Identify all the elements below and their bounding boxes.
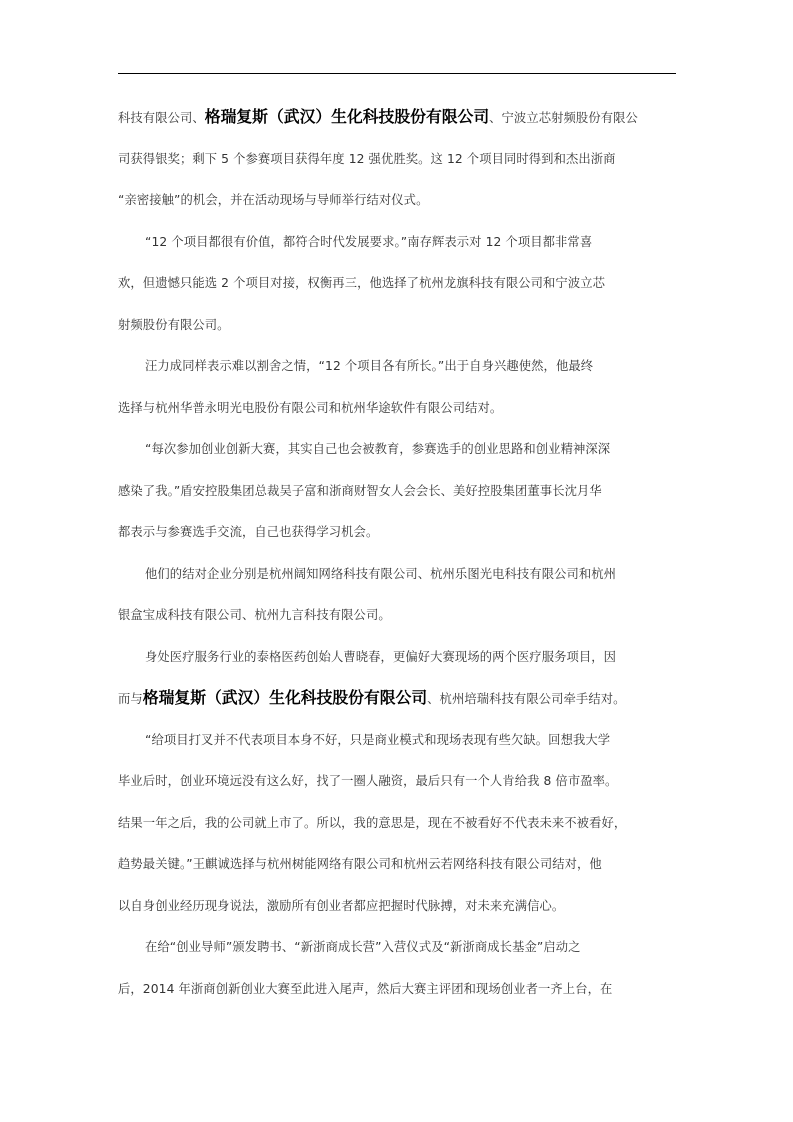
text-line bbox=[118, 102, 676, 144]
text-line bbox=[118, 849, 676, 891]
text-segment: 、宁波立芯射频股份有限公 bbox=[489, 111, 638, 125]
text-line bbox=[118, 808, 676, 850]
text-segment: 在给“创业导师”颁发聘书、“新浙商成长营”入营仪式及“新浙商成长基金”启动之 bbox=[145, 940, 581, 954]
text-line bbox=[118, 268, 676, 310]
text-segment: 后，2014 年浙商创新创业大赛至此进入尾声，然后大赛主评团和现场创业者一齐上台，在 bbox=[118, 981, 613, 996]
text-segment: 趋势最关键。”王麒诚选择与杭州树能网络有限公司和杭州云若网络科技有限公司结对，他 bbox=[118, 857, 602, 871]
text-segment: 身处医疗服务行业的泰格医药创始人曹晓春，更偏好大赛现场的两个医疗服务项目，因 bbox=[145, 649, 617, 664]
text-segment: 而与 bbox=[118, 692, 143, 706]
text-line bbox=[118, 683, 676, 725]
text-segment: “12 个项目都很有价值，都符合时代发展要求。”南存辉表示对 12 个项目都非常喜 bbox=[145, 234, 593, 249]
text-line bbox=[118, 725, 676, 767]
text-segment: 司获得银奖；剩下 5 个参赛项目获得年度 12 强优胜奖。这 12 个项目同时得到和杰出浙商 bbox=[118, 151, 616, 166]
company-name-highlight: 格瑞复斯（武汉）生化科技股份有限公司 bbox=[142, 688, 428, 707]
text-segment: 银盒宝成科技有限公司、杭州九言科技有限公司。 bbox=[118, 608, 391, 622]
text-segment: 科技有限公司、 bbox=[118, 111, 205, 125]
text-segment: 欢，但遗憾只能选 2 个项目对接，权衡再三，他选择了杭州龙旗科技有限公司和宁波立芯 bbox=[118, 276, 606, 290]
text-line bbox=[118, 185, 676, 227]
text-segment: “给项目打叉并不代表项目本身不好，只是商业模式和现场表现有些欠缺。回想我大学 bbox=[145, 732, 611, 747]
text-line bbox=[118, 351, 676, 393]
text-segment: 选择与杭州华普永明光电股份有限公司和杭州华途软件有限公司结对。 bbox=[118, 400, 503, 415]
text-line bbox=[118, 766, 676, 808]
text-segment: 以自身创业经历现身说法，激励所有创业者都应把握时代脉搏，对未来充满信心。 bbox=[118, 898, 565, 913]
text-line bbox=[118, 642, 676, 684]
text-segment: 感染了我。”盾安控股集团总裁吴子富和浙商财智女人会会长、美好控股集团董事长沈月华 bbox=[118, 483, 602, 498]
text-line bbox=[118, 600, 676, 642]
text-segment: 他们的结对企业分别是杭州阔知网络科技有限公司、杭州乐图光电科技有限公司和杭州 bbox=[145, 566, 617, 581]
text-line bbox=[118, 517, 676, 559]
text-line bbox=[118, 434, 676, 476]
text-line bbox=[118, 559, 676, 601]
text-segment: “每次参加创业创新大赛，其实自己也会被教育，参赛选手的创业思路和创业精神深深 bbox=[145, 442, 611, 456]
text-segment: 都表示与参赛选手交流，自己也获得学习机会。 bbox=[118, 525, 379, 539]
document-body bbox=[118, 102, 676, 1015]
text-line bbox=[118, 310, 676, 352]
text-line bbox=[118, 476, 676, 518]
company-name-highlight: 格瑞复斯（武汉）生化科技股份有限公司 bbox=[204, 107, 490, 126]
text-segment: 射频股份有限公司。 bbox=[118, 317, 230, 332]
text-line bbox=[118, 227, 676, 269]
text-line bbox=[118, 144, 676, 186]
text-line bbox=[118, 932, 676, 974]
header-rule bbox=[118, 73, 676, 74]
text-segment: 结果一年之后，我的公司就上市了。所以，我的意思是，现在不被看好不代表未来不被看好， bbox=[118, 815, 627, 830]
text-line bbox=[118, 974, 676, 1016]
text-segment: 汪力成同样表示难以割舍之情，“12 个项目各有所长。”出于自身兴趣使然，他最终 bbox=[145, 359, 594, 373]
text-line bbox=[118, 891, 676, 933]
text-segment: 、杭州培瑞科技有限公司牵手结对。 bbox=[427, 692, 626, 706]
text-line bbox=[118, 393, 676, 435]
text-segment: “亲密接触”的机会，并在活动现场与导师举行结对仪式。 bbox=[118, 193, 429, 207]
text-segment: 毕业后时，创业环境远没有这么好，找了一圈人融资，最后只有一个人肯给我 8 倍市盈率。 bbox=[118, 774, 618, 788]
